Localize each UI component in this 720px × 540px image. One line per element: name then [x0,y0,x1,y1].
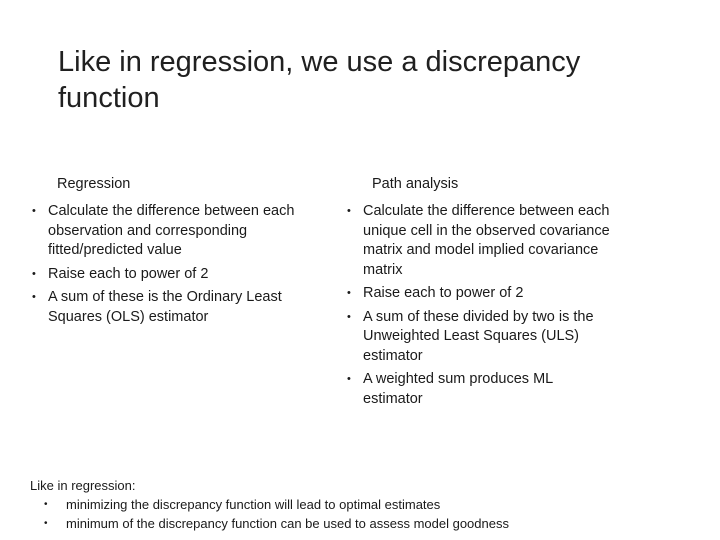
path-analysis-bullet-list [345,202,615,409]
regression-column [30,175,300,331]
bullet-icon: • [32,267,36,280]
footer-bullet-text: minimizing the discrepancy function will lead to optimal estimates [66,497,441,512]
bullet-icon: • [347,287,351,299]
list-item [30,495,690,514]
path-analysis-column [345,175,615,413]
path-analysis-bullet-text: Raise each to power of 2 [363,285,524,301]
list-item [345,370,615,409]
footer-notes [30,476,690,533]
bullet-icon: • [44,518,48,529]
regression-bullet-list [30,202,300,327]
list-item [30,265,300,285]
list-item [345,284,615,304]
bullet-icon: • [32,205,36,217]
slide-title: Like in regression, we use a discrepancy function [58,46,581,114]
list-item [345,308,615,367]
regression-bullet-text: Raise each to power of 2 [48,265,209,282]
bullet-icon: • [32,291,36,303]
list-item [30,202,300,261]
path-analysis-bullet-text: A sum of these divided by two is the Unweighted Least Squares (ULS) estimator [363,308,594,364]
list-item [30,514,690,533]
list-item [30,288,300,327]
bullet-icon: • [44,499,48,510]
path-analysis-heading: Path analysis [372,176,459,192]
bullet-icon: • [347,373,351,385]
footer-bullet-list [30,495,690,533]
bullet-icon: • [347,310,351,323]
path-analysis-bullet-text: A weighted sum produces ML estimator [363,371,553,407]
footer-bullet-text: minimum of the discrepancy function can be used to assess model goodness [66,516,509,531]
footer-intro: Like in regression: [30,478,136,493]
bullet-icon: • [347,205,351,217]
regression-bullet-text: Calculate the difference between each observation and corresponding fitted/predicted value [48,203,295,258]
list-item [345,202,615,280]
regression-heading: Regression [57,176,131,192]
path-analysis-bullet-text: Calculate the difference between each unique cell in the observed covariance matrix and model implied covariance matrix [363,203,610,278]
regression-bullet-text: A sum of these is the Ordinary Least Squares (OLS) estimator [48,289,282,325]
